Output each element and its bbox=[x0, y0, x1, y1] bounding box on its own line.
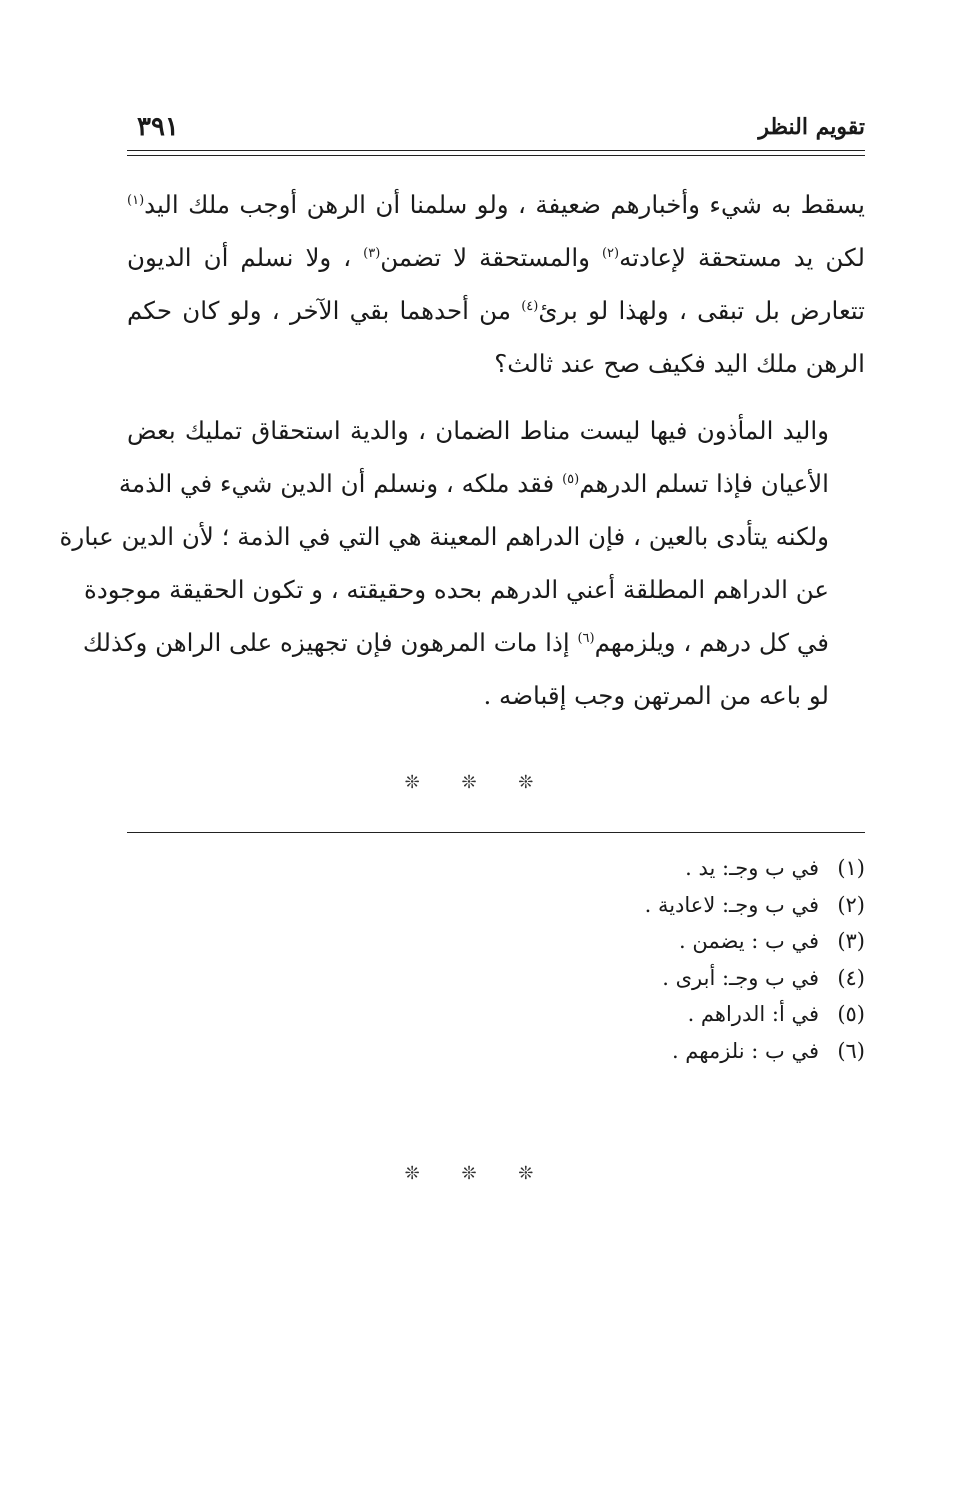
footnote-rule bbox=[127, 832, 865, 833]
footnote-ref: (٣) bbox=[363, 245, 381, 261]
footnote-item: (١)في ب وجـ: يد . bbox=[685, 856, 865, 880]
header-rule-top bbox=[127, 150, 865, 151]
footnote-ref: (٥) bbox=[562, 471, 580, 487]
header-rule-bottom bbox=[127, 155, 865, 156]
text-line: عن الدراهم المطلقة أعني الدرهم بحده وحقيقته ، و تكون الحقيقة موجودة bbox=[83, 575, 829, 604]
footnote-ref: (١) bbox=[127, 192, 145, 208]
text-line: واليد المأذون فيها ليست مناط الضمان ، والدية استحقاق تمليك بعض bbox=[127, 416, 829, 445]
book-title: تقويم النظر bbox=[758, 114, 865, 140]
footnote-item: (٤)في ب وجـ: أبرى . bbox=[662, 965, 865, 990]
page-number: ٣٩١ bbox=[137, 112, 179, 142]
main-text bbox=[59, 178, 866, 722]
footnote-item: (٦)في ب : نلزمهم . bbox=[671, 1038, 865, 1063]
text-line: الأعيان فإذا تسلم الدرهم$^{(٥)}$ فقد ملكه ، ونسلم أن الدين شيء في الذمة bbox=[118, 469, 829, 498]
footnote-ref: (٦) bbox=[577, 630, 595, 646]
footnote-ref: (٢) bbox=[601, 245, 620, 261]
text-line: لو باعه من المرتهن وجب إقباضه . bbox=[483, 681, 829, 710]
text-line: تتعارض بل تبقى ، ولهذا لو برئ$^{(٤)}$ من أحدهما بقي الآخر ، ولو كان حكم bbox=[127, 296, 866, 325]
end-separator: ❊ ❊ ❊ bbox=[404, 1163, 552, 1184]
text-line: يسقط به شيء وأخبارهم ضعيفة ، ولو سلمنا أن الرهن أوجب ملك اليد$^{(١)}$ bbox=[127, 190, 865, 219]
footnotes bbox=[127, 850, 865, 1069]
section-separator: ❊ ❊ ❊ bbox=[404, 772, 552, 793]
footnote-item: (٥)في أ: الدراهم . bbox=[687, 1002, 865, 1026]
text-line: في كل درهم ، ويلزمهم$^{(٦)}$ إذا مات المرهون فإن تجهيزه على الراهن وكذلك bbox=[82, 628, 829, 657]
running-header bbox=[127, 112, 865, 152]
paragraph-2 bbox=[59, 404, 865, 722]
footnote-ref: (٤) bbox=[521, 298, 539, 314]
text-line: ولكنه يتأدى بالعين ، فإن الدراهم المعينة هي التي في الذمة ؛ لأن الدين عبارة bbox=[59, 522, 829, 551]
footnote-item: (٣)في ب : يضمن . bbox=[679, 929, 865, 953]
footnote-item: (٢)في ب وجـ: لاعادية . bbox=[644, 892, 865, 917]
text-line: لكن يد مستحقة لإعادته$^{(٢)}$ والمستحقة لا تضمن$^{(٣)}$ ، ولا نسلم أن الديون bbox=[127, 243, 866, 272]
paragraph-1 bbox=[127, 178, 865, 390]
text-line: الرهن ملك اليد فكيف صح عند ثالث؟ bbox=[494, 349, 865, 378]
